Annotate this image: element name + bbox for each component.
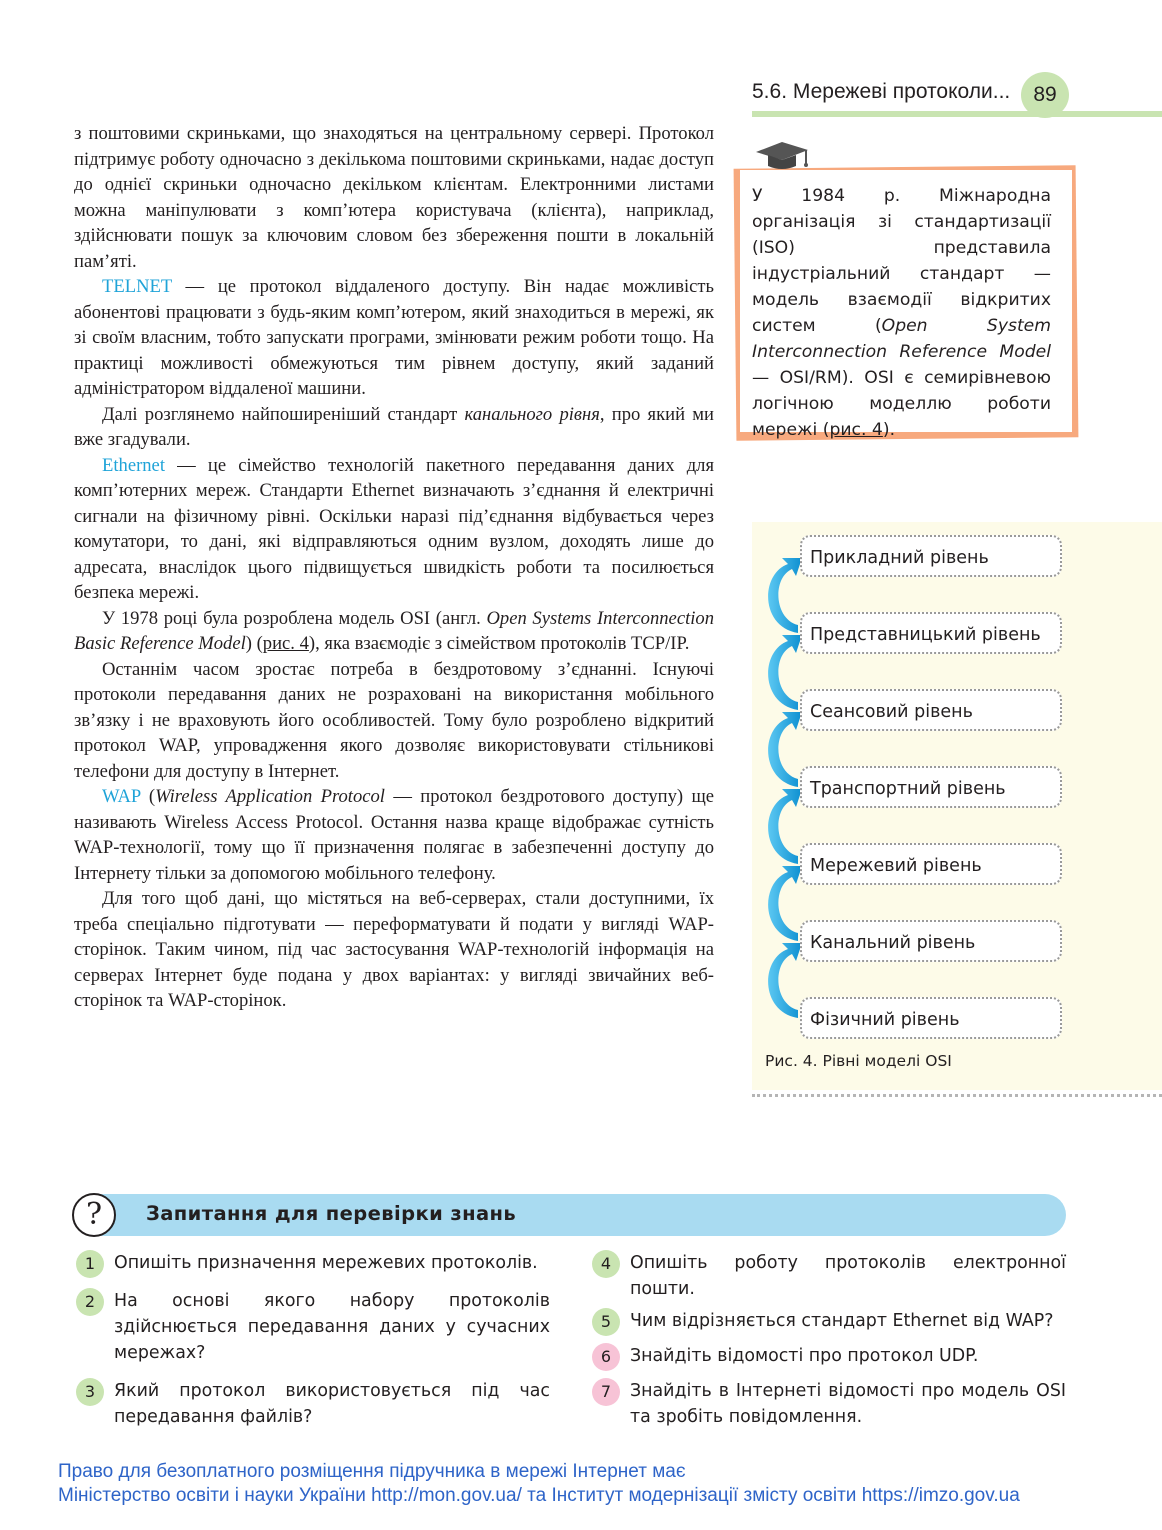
figure-divider [752,1094,1162,1097]
question-text: Знайдіть відомості про протокол UDP. [630,1346,979,1366]
graduation-cap-icon [752,138,812,180]
section-title: 5.6. Мережеві протоколи... [752,80,1011,103]
layer-datalink: Канальний рівень [800,920,1062,962]
footer-notice [58,1460,1020,1508]
paragraph: Далі розглянемо найпоширеніший стандарт канального рівня, про який ми вже згадували. [74,403,714,450]
paragraph: Для того щоб дані, що містяться на веб-серверах, стали доступними, їх треба спеціально підготувати — переформатувати й подати у вигляді WAP-сторінок. Таким чином, під час застосування WAP-технологій інформація на серверах Інтернет буде подана у двох варіантах: у вигляді звичайних веб-сторінок та WAP-сторінок. [74,888,714,1011]
question-mark-icon: ? [72,1193,116,1237]
question-number: 6 [592,1343,620,1371]
figure-reference-link[interactable]: рис. 4 [829,420,883,440]
paragraph: з поштовими скриньками, що знаходяться на центральному сервері. Протокол підтримує роботу одночасно з декількома поштовими скриньками, надає доступ до однієї скриньки одночасно декільком клієнтам. Електронними листами можна маніпулювати з комп’ютера користувача (клієнта), наприклад, здійснювати пошук за ключовим словом без збереження пошти в локальній пам’яті. [74,123,714,272]
layer-physical: Фізичний рівень [800,997,1062,1039]
term-telnet: TELNET [102,276,172,297]
question-number: 4 [592,1250,620,1278]
page-header [752,78,1162,114]
note-text: У 1984 р. Міжнародна організація зі стандартизації (ISO) представила індустріальний стандарт — модель взаємодії відкритих систем (Open System Interconnection Reference Model — OSI/RM). OSI є семирівневою логічною моделлю роботи мережі (рис. 4). [752,186,1052,440]
paragraph-telnet: TELNET — це протокол віддаленого доступу. Він надає можливість абонентові працювати з будь-яким комп’ютером, який знаходиться в мережі, як зі своїм власним, тобто запускати програми, змінювати режим роботи тощо. На практиці можливості обмежуються тим рівнем доступу, який заданий адміністратором віддаленої машини. [74,276,714,399]
question-text: Знайдіть в Інтернеті відомості про модель OSI та зробіть повідомлення. [630,1381,1066,1427]
layer-transport: Транспортний рівень [800,766,1062,808]
question-number: 2 [76,1288,104,1316]
figure-reference-link[interactable]: рис. 4 [262,633,309,654]
question-number: 1 [76,1250,104,1278]
footer-line: Міністерство освіти і науки України http://mon.gov.ua/ та Інститут модернізації змісту освіти https://imzo.gov.ua [58,1485,1020,1506]
layer-presentation: Представницький рівень [800,612,1062,654]
question-number: 5 [592,1308,620,1336]
term-ethernet: Ethernet [102,454,165,476]
question-text: Який протокол використовується під час передавання файлів? [114,1381,550,1427]
layer-session: Сеансовий рівень [800,689,1062,731]
up-arrow-icon [768,789,802,864]
footer-line: Право для безоплатного розміщення підручника в мережі Інтернет має [58,1461,686,1482]
paragraph: Останнім часом зростає потреба в бездротовому з’єднанні. Існуючі протоколи передавання даних не розраховані на використання мобільного зв’язку і не враховують його особливостей. Тому було розроблено відкритий протокол WAP, упровадження якого дозволяє використовувати стільникові телефони для доступу в Інтернет. [74,658,714,782]
up-arrow-icon [768,558,802,633]
figure-caption: Рис. 4. Рівні моделі OSI [765,1052,952,1070]
up-arrow-icon [768,866,802,941]
question-text: Опишіть призначення мережевих протоколів. [114,1253,538,1273]
question-text: Опишіть роботу протоколів електронної пошти. [630,1253,1066,1299]
layer-network: Мережевий рівень [800,843,1062,885]
layer-application: Прикладний рівень [800,535,1062,577]
main-text [74,121,714,1014]
up-arrow-icon [768,712,802,787]
page-number: 89 [1021,72,1069,118]
up-arrow-icon [768,943,802,1018]
question-text: Чим відрізняється стандарт Ethernet від WAP? [630,1311,1054,1331]
header-rule [752,111,1162,117]
term-wap: WAP [102,786,141,807]
up-arrow-icon [768,635,802,710]
paragraph-ethernet: Ethernet — це сімейство технологій пакетного передавання даних для комп’ютерних мереж. Стандарти Ethernet визначають з’єднання й електричні сигнали на фізичному рівні. Оскільки наразі під’єднання відбувається через комутатори, то дані, які відправляються одним вузлом, доходять лише до адресата, внаслідок цього підвищується швидкість роботи та посилюється безпека мережі. [74,454,714,603]
paragraph-osi: У 1978 році була розроблена модель OSI (англ. Open Systems Interconnection Basic Reference Model) (рис. 4), яка взаємодіє з сімейством протоколів TCP/IP. [74,607,714,654]
question-number: 3 [76,1378,104,1406]
paragraph-wap: WAP (Wireless Application Protocol — протокол бездротового доступу) ще називають Wireless Access Protocol. Остання назва краще відображає сутність WAP-технології, тому що її призначення полягає в забезпеченні доступу до Інтернету тільки за допомогою мобільного телефону. [74,786,715,884]
question-text: На основі якого набору протоколів здійснюється передавання даних у сучасних мережах? [114,1291,550,1363]
question-number: 7 [592,1378,620,1406]
questions-title: Запитання для перевірки знань [146,1202,517,1225]
